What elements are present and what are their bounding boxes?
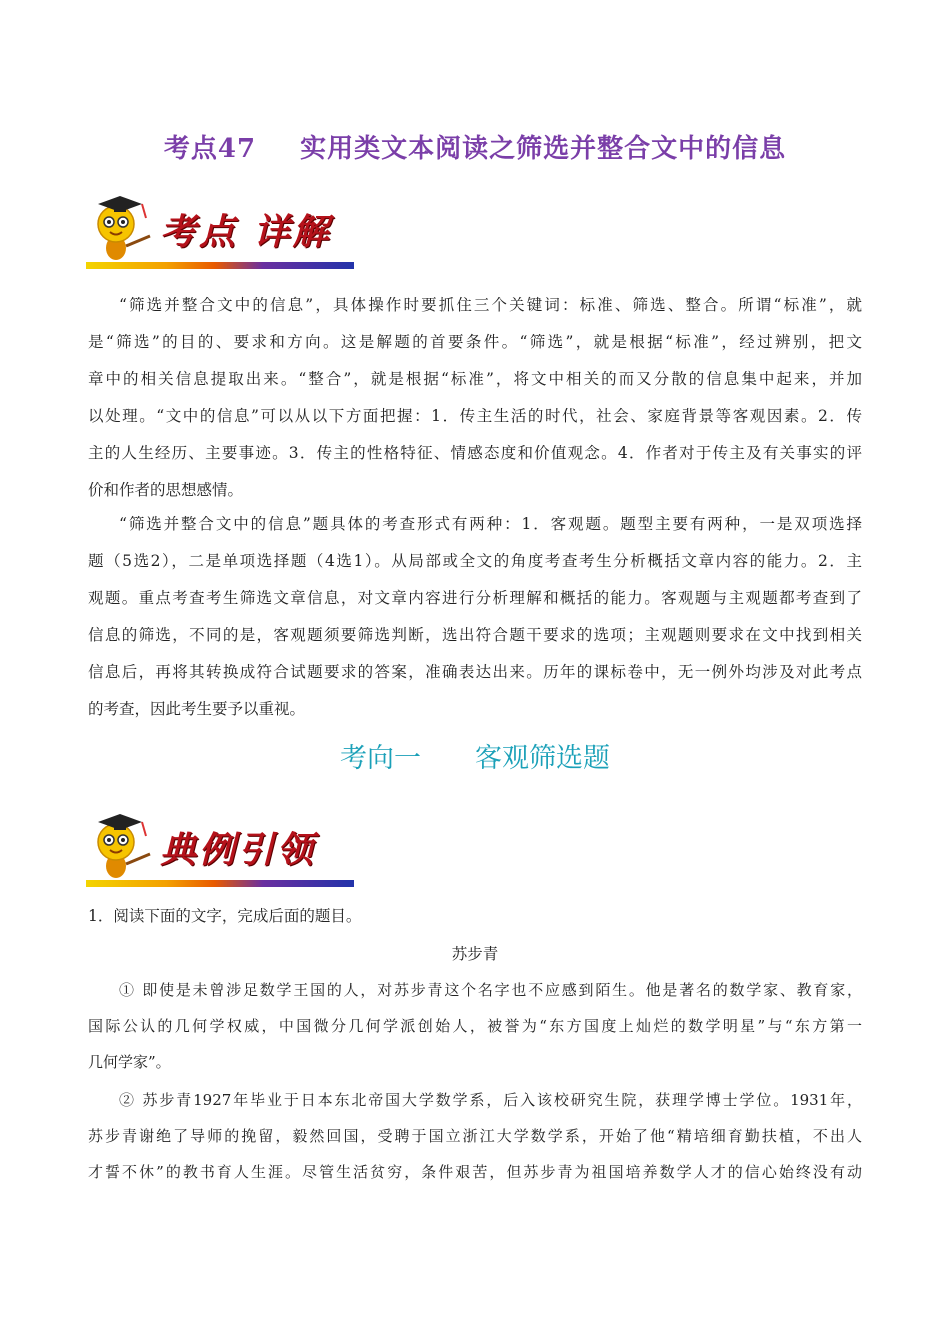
text-line: “筛选并整合文中的信息”题具体的考查形式有两种：1．客观题。题型主要有两种，一是双项选择 bbox=[119, 515, 862, 533]
text-line: 主的人生经历、主要事迹。3．传主的性格特征、情感态度和价值观念。4．作者对于传主及有关事实的评 bbox=[88, 444, 862, 462]
intro-paragraph-2 bbox=[88, 506, 862, 728]
text-line: “筛选并整合文中的信息”，具体操作时要抓住三个关键词：标准、筛选、整合。所谓“标准”，就 bbox=[119, 296, 862, 314]
text-line: 几何学家”。 bbox=[88, 1053, 171, 1071]
section-heading-part1: 考向一 bbox=[340, 743, 421, 774]
question-prompt: 1．阅读下面的文字，完成后面的题目。 bbox=[88, 907, 362, 925]
article-paragraph-1 bbox=[88, 972, 862, 1080]
section-heading bbox=[0, 736, 950, 775]
title-part2: 实用类文本阅读之筛选并整合文中的信息 bbox=[300, 134, 787, 164]
text-line: 章中的相关信息提取出来。“整合”，就是根据“标准”，将文中相关的而又分散的信息集中起来，并加 bbox=[88, 370, 862, 388]
scholar-mascot-icon bbox=[86, 808, 166, 888]
text-line: ① 即使是未曾涉足数学王国的人，对苏步青这个名字也不应感到陌生。他是著名的数学家、教育家， bbox=[119, 981, 862, 999]
page-title bbox=[0, 128, 950, 165]
intro-paragraph-1 bbox=[88, 287, 862, 509]
text-line: 题（5选2），二是单项选择题（4选1）。从局部或全文的角度考查考生分析概括文章内容的能力。2．主 bbox=[88, 552, 862, 570]
text-line: 观题。重点考查考生筛选文章信息，对文章内容进行分析理解和概括的能力。客观题与主观题都考查到了 bbox=[88, 589, 862, 607]
article-paragraph-2 bbox=[88, 1082, 862, 1190]
text-line: 以处理。“文中的信息”可以从以下方面把握：1．传主生活的时代，社会、家庭背景等客观因素。2．传 bbox=[88, 407, 862, 425]
text-line: ② 苏步青1927年毕业于日本东北帝国大学数学系，后入该校研究生院，获理学博士学位。1931年， bbox=[119, 1091, 862, 1109]
article-title: 苏步青 bbox=[451, 945, 499, 963]
section-heading-part2: 客观筛选题 bbox=[475, 743, 610, 774]
title-part1: 考点47 bbox=[163, 134, 257, 164]
scholar-mascot-icon bbox=[86, 190, 166, 270]
text-line: 才誓不休”的教书育人生涯。尽管生活贫穷，条件艰苦，但苏步青为祖国培养数学人才的信心始终没有动 bbox=[88, 1163, 862, 1181]
text-line: 价和作者的思想感情。 bbox=[88, 481, 244, 499]
banner-kaodian-xiangjie bbox=[86, 190, 358, 270]
text-line: 是“筛选”的目的、要求和方向。这是解题的首要条件。“筛选”，就是根据“标准”，经过辨别，把文 bbox=[88, 333, 862, 351]
banner-label: 典例引领 bbox=[160, 829, 317, 871]
text-line: 苏步青谢绝了导师的挽留，毅然回国，受聘于国立浙江大学数学系，开始了他“精培细育勤扶植，不出人 bbox=[88, 1127, 862, 1145]
banner-dianli-yinling bbox=[86, 808, 358, 888]
banner-underline bbox=[86, 262, 354, 269]
banner-underline bbox=[86, 880, 354, 887]
text-line: 信息的筛选，不同的是，客观题须要筛选判断，选出符合题干要求的选项；主观题则要求在文中找到相关 bbox=[88, 626, 862, 644]
banner-label: 考点 详解 bbox=[160, 211, 332, 253]
text-line: 信息后，再将其转换成符合试题要求的答案，准确表达出来。历年的课标卷中，无一例外均涉及对此考点 bbox=[88, 663, 862, 681]
text-line: 国际公认的几何学权威，中国微分几何学派创始人，被誉为“东方国度上灿烂的数学明星”与“东方第一 bbox=[88, 1017, 862, 1035]
text-line: 的考查，因此考生要予以重视。 bbox=[88, 700, 306, 718]
